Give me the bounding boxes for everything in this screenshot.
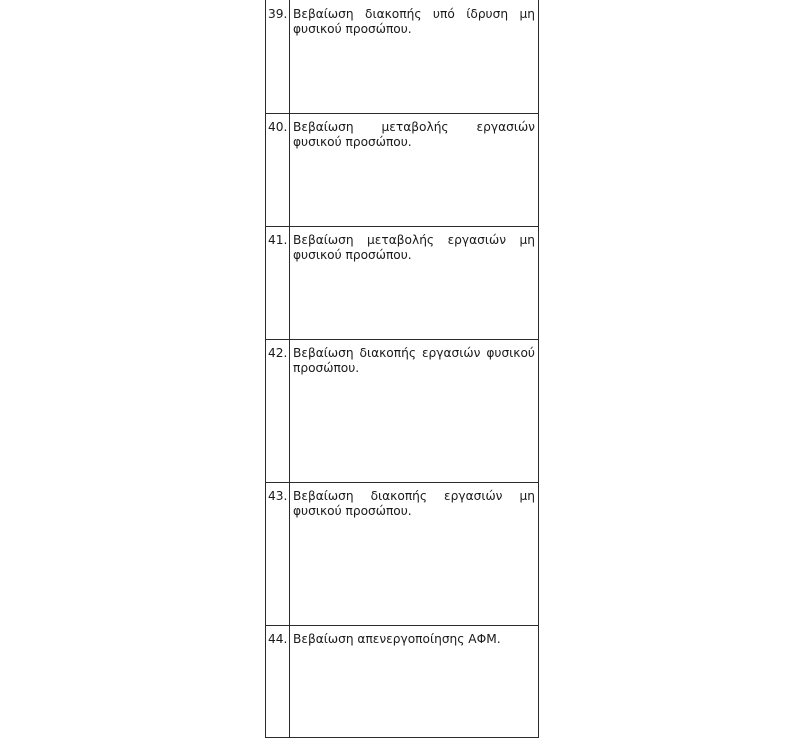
item-description: Βεβαίωση διακοπής εργασιών φυσικού προσώπου. [290, 339, 539, 482]
table-row [266, 113, 539, 226]
table-row [266, 482, 539, 625]
table-row [266, 0, 539, 113]
item-number: 41. [266, 226, 290, 339]
item-number: 44. [266, 625, 290, 737]
item-number: 40. [266, 113, 290, 226]
item-number: 42. [266, 339, 290, 482]
item-description: Βεβαίωση διακοπής εργασιών μη φυσικού προσώπου. [290, 482, 539, 625]
table-row [266, 226, 539, 339]
item-description: Βεβαίωση μεταβολής εργασιών μη φυσικού προσώπου. [290, 226, 539, 339]
table-row [266, 339, 539, 482]
item-description: Βεβαίωση απενεργοποίησης ΑΦΜ. [290, 625, 539, 737]
item-number: 39. [266, 0, 290, 113]
item-number: 43. [266, 482, 290, 625]
table-row [266, 625, 539, 737]
item-description: Βεβαίωση μεταβολής εργασιών φυσικού προσώπου. [290, 113, 539, 226]
item-description: Βεβαίωση διακοπής υπό ίδρυση μη φυσικού προσώπου. [290, 0, 539, 113]
certificates-table [265, 0, 539, 738]
